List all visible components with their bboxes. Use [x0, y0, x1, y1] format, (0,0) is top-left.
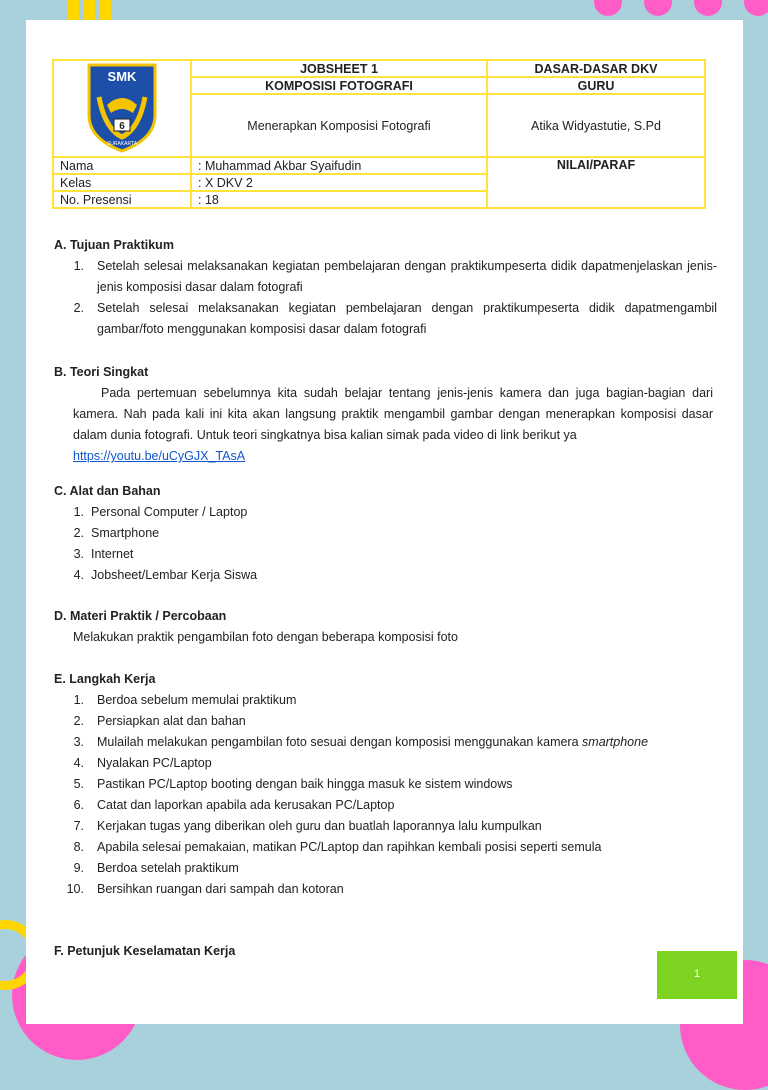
class-value: : X DKV 2 — [191, 174, 487, 191]
composition-title: KOMPOSISI FOTOGRAFI — [191, 77, 487, 94]
jobsheet-header-table — [52, 59, 706, 209]
list-text: Apabila selesai pemakaian, matikan PC/Laptop dan rapihkan kembali posisi seperti semula — [97, 840, 602, 854]
list-number: 1. — [73, 505, 84, 519]
list-item — [54, 502, 717, 523]
list-number: 10. — [66, 882, 84, 896]
section-alat-bahan — [54, 481, 717, 586]
class-label: Kelas — [53, 174, 191, 191]
list-number: 8. — [73, 840, 84, 854]
pink-dot-decoration — [594, 0, 622, 16]
list-item — [54, 544, 717, 565]
list-text: Persiapkan alat dan bahan — [97, 714, 246, 728]
name-label: Nama — [53, 157, 191, 174]
list-item — [54, 711, 717, 732]
section-teori-singkat — [54, 362, 717, 467]
list-number: 2. — [73, 526, 84, 540]
list-text: Bersihkan ruangan dari sampah dan kotoran — [97, 882, 344, 896]
teacher-name: Atika Widyastutie, S.Pd — [487, 94, 705, 157]
school-logo-icon — [83, 61, 161, 153]
list-text: Personal Computer / Laptop — [91, 505, 248, 519]
section-b-heading: B. Teori Singkat — [54, 365, 149, 379]
video-link-row — [73, 446, 717, 467]
pink-dot-decoration — [694, 0, 722, 16]
list-text — [97, 732, 717, 753]
yellow-bar-decoration — [100, 0, 111, 20]
logo-number: 6 — [119, 121, 125, 132]
theory-paragraph — [73, 383, 713, 446]
pink-dot-decoration — [744, 0, 768, 16]
list-text-main: Mulailah melakukan pengambilan foto sesuai dengan komposisi menggunakan kamera — [97, 735, 583, 749]
logo-bottom-text: SURAKARTA — [106, 141, 138, 147]
list-text: Kerjakan tugas yang diberikan oleh guru dan buatlah laporannya lalu kumpulkan — [97, 819, 542, 833]
list-item — [54, 753, 717, 774]
list-text: Setelah selesai melaksanakan kegiatan pembelajaran dengan praktikumpeserta didik dapatmengambil gambar/foto menggunakan komposisi dasar dalam fotografi — [97, 301, 717, 336]
presence-label: No. Presensi — [53, 191, 191, 208]
list-text: Berdoa setelah praktikum — [97, 861, 239, 875]
presence-value: : 18 — [191, 191, 487, 208]
role-label: GURU — [487, 77, 705, 94]
list-number: 7. — [73, 819, 84, 833]
list-item — [54, 690, 717, 711]
jobsheet-title: JOBSHEET 1 — [191, 60, 487, 77]
page-number-badge: 1 — [657, 951, 737, 999]
list-item — [54, 795, 717, 816]
list-item — [54, 298, 717, 340]
name-value: : Muhammad Akbar Syaifudin — [191, 157, 487, 174]
list-item — [54, 816, 717, 837]
section-tujuan-praktikum — [54, 235, 717, 340]
list-text-emphasis: smartphone — [582, 735, 649, 749]
list-number: 3. — [73, 547, 84, 561]
list-text: Nyalakan PC/Laptop — [97, 756, 212, 770]
list-item — [54, 523, 717, 544]
section-langkah-kerja — [54, 669, 717, 900]
list-number: 4. — [73, 568, 84, 582]
section-materi-praktik — [54, 606, 717, 648]
list-item — [54, 858, 717, 879]
list-number: 1. — [73, 259, 84, 273]
list-number: 4. — [73, 756, 84, 770]
list-item — [54, 256, 717, 298]
list-text: Internet — [91, 547, 134, 561]
list-number: 1. — [73, 693, 84, 707]
section-f-heading: F. Petunjuk Keselamatan Kerja — [54, 944, 236, 958]
logo-top-text: SMK — [107, 69, 137, 84]
subject-title: DASAR-DASAR DKV — [487, 60, 705, 77]
list-number: 2. — [73, 714, 84, 728]
list-item — [54, 879, 717, 900]
nilai-paraf-cell: NILAI/PARAF — [487, 157, 705, 208]
list-item — [54, 837, 717, 858]
yellow-bar-decoration — [68, 0, 79, 20]
list-text: Setelah selesai melaksanakan kegiatan pembelajaran dengan praktikumpeserta didik dapatmenjelaskan jenis-jenis komposisi dasar dalam fotografi — [97, 259, 717, 294]
list-item — [54, 732, 717, 753]
list-number: 6. — [73, 798, 84, 812]
section-c-heading: C. Alat dan Bahan — [54, 484, 161, 498]
list-text: Smartphone — [91, 526, 160, 540]
section-d-heading: D. Materi Praktik / Percobaan — [54, 609, 227, 623]
list-number: 2. — [73, 301, 84, 315]
theory-text: Pada pertemuan sebelumnya kita sudah belajar tentang jenis-jenis kamera dan juga bagian-bagian dari kamera. Nah pada kali ini kita akan langsung praktik mengambil gambar dengan menerapkan komposisi dasar dalam dunia fotografi. Untuk teori singkatnya bisa kalian simak pada video di link berikut ya — [73, 386, 713, 442]
list-number: 9. — [73, 861, 84, 875]
list-text: Berdoa sebelum memulai praktikum — [97, 693, 297, 707]
section-keselamatan-kerja — [54, 941, 717, 962]
yellow-bar-decoration — [84, 0, 95, 20]
topic-title: Menerapkan Komposisi Fotografi — [191, 94, 487, 157]
list-item — [54, 565, 717, 586]
list-item — [54, 774, 717, 795]
materi-text: Melakukan praktik pengambilan foto dengan beberapa komposisi foto — [73, 630, 458, 644]
section-e-heading: E. Langkah Kerja — [54, 672, 156, 686]
list-number: 3. — [73, 735, 84, 749]
logo-cell — [53, 60, 191, 157]
video-link[interactable]: https://youtu.be/uCyGJX_TAsA — [73, 449, 246, 463]
list-text: Catat dan laporkan apabila ada kerusakan PC/Laptop — [97, 798, 395, 812]
section-a-heading: A. Tujuan Praktikum — [54, 238, 174, 252]
list-text: Pastikan PC/Laptop booting dengan baik hingga masuk ke sistem windows — [97, 777, 513, 791]
list-text: Jobsheet/Lembar Kerja Siswa — [91, 568, 258, 582]
pink-dot-decoration — [644, 0, 672, 16]
list-number: 5. — [73, 777, 84, 791]
